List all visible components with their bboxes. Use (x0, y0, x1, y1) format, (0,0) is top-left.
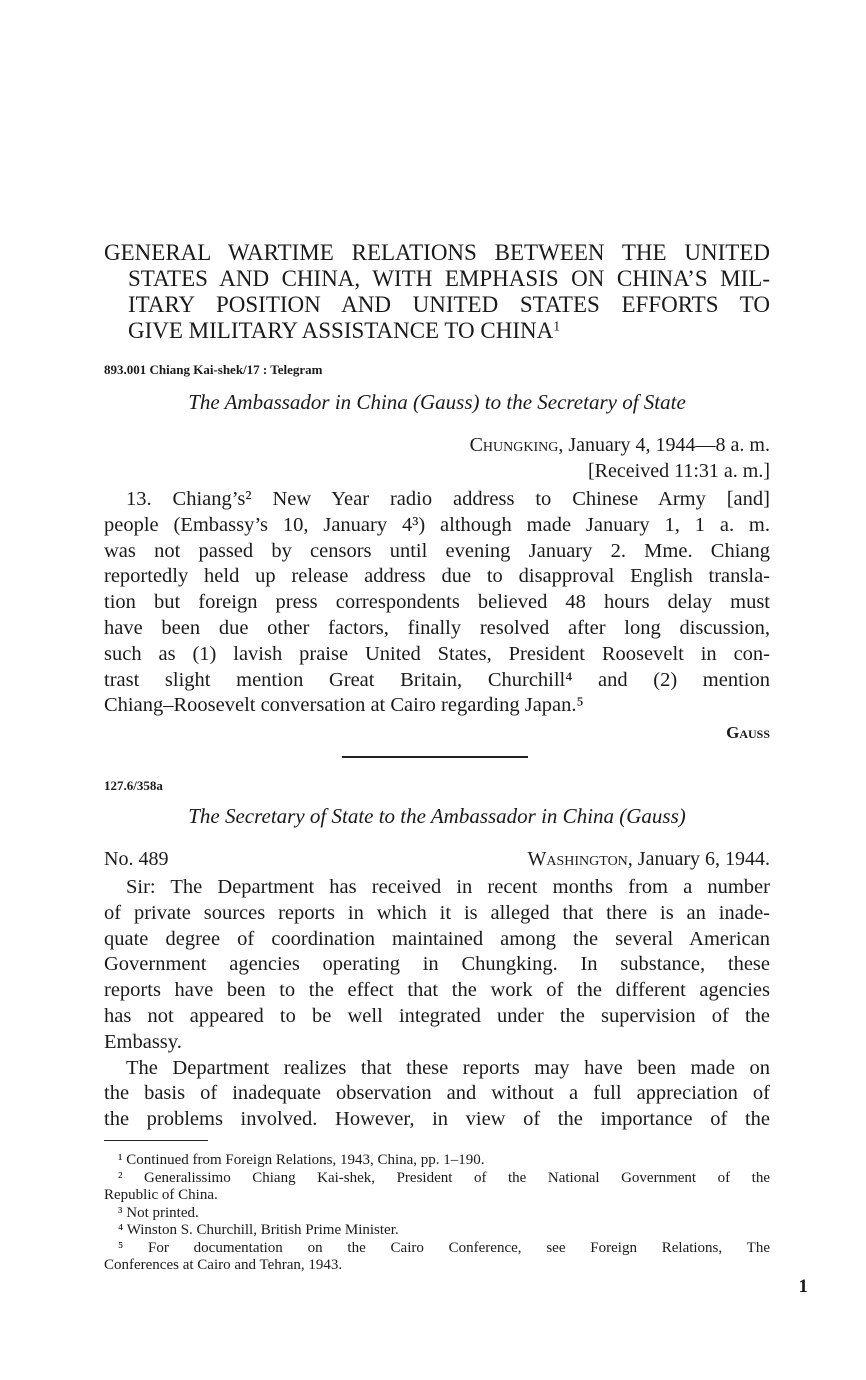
body-line: 13. Chiang’s² New Year radio address to Chinese Army [and] (126, 488, 770, 510)
footnote-marker: 1 (553, 318, 561, 334)
body-line: such as (1) lavish praise United States, President Roosevelt in con- (104, 642, 770, 665)
footnote: Conferences at Cairo and Tehran, 1943. (104, 1257, 343, 1273)
title-line: ITARY POSITION AND UNITED STATES EFFORTS TO (128, 292, 770, 317)
letter-body (104, 875, 770, 1133)
file-reference: 127.6/358a (104, 778, 163, 793)
section-title (104, 240, 770, 344)
body-line: have been due other factors, finally resolved after long discussion, (104, 616, 770, 639)
title-line-text: GIVE MILITARY ASSISTANCE TO CHINA (128, 318, 554, 343)
title-line: GENERAL WARTIME RELATIONS BETWEEN THE UNITED (104, 240, 770, 265)
body-line: reports have been to the effect that the work of the different agencies (104, 979, 770, 1002)
footnote: ³ Not printed. (118, 1204, 199, 1221)
body-line: Embassy. (104, 1030, 182, 1053)
file-reference: 893.001 Chiang Kai-shek/17 : Telegram (104, 362, 323, 377)
body-line: trast slight mention Great Britain, Churchill⁴ and (2) mention (104, 668, 770, 691)
body-line: Government agencies operating in Chungking. In substance, these (104, 953, 770, 976)
footnote: ² Generalissimo Chiang Kai-shek, President of the National Government of the (118, 1169, 770, 1186)
dateline-place: Washington (527, 848, 628, 870)
dateline-date: , January 4, 1944—8 a. m. (558, 434, 770, 456)
body-line: quate degree of coordination maintained among the several American (104, 927, 770, 950)
footnote: Republic of China. (104, 1187, 218, 1203)
page-number: 1 (798, 1276, 808, 1297)
signature: Gauss (726, 723, 770, 742)
received-line: [Received 11:31 a. m.] (588, 460, 770, 482)
telegram-body (104, 487, 770, 719)
dateline-place: Chungking (469, 434, 559, 456)
title-line: STATES AND CHINA, WITH EMPHASIS ON CHINA’S MIL- (128, 266, 770, 291)
footnote: ⁴ Winston S. Churchill, British Prime Minister. (118, 1222, 399, 1238)
body-line: reportedly held up release address due to disapproval English transla- (104, 565, 770, 588)
document-heading: The Ambassador in China (Gauss) to the Secretary of State (188, 390, 686, 414)
dateline (104, 846, 770, 872)
body-line: tion but foreign press correspondents believed 48 hours delay must (104, 591, 770, 614)
body-line: Sir: The Department has received in recent months from a number (126, 876, 770, 898)
body-line: the basis of inadequate observation and without a full appreciation of (104, 1082, 770, 1105)
document-number: No. 489 (104, 848, 169, 870)
footnote: ⁵ For documentation on the Cairo Conference, see Foreign Relations, The (118, 1239, 770, 1256)
body-line: The Department realizes that these reports may have been made on (126, 1056, 770, 1079)
footnotes (104, 1152, 770, 1275)
body-line: of private sources reports in which it is alleged that there is an inade- (104, 901, 770, 924)
footnote-rule (104, 1140, 208, 1141)
body-line: Chiang–Roosevelt conversation at Cairo regarding Japan.⁵ (104, 694, 584, 717)
body-line: has not appeared to be well integrated under the supervision of the (104, 1004, 770, 1027)
body-line: people (Embassy’s 10, January 4³) although made January 1, 1 a. m. (104, 513, 770, 536)
body-line: was not passed by censors until evening January 2. Mme. Chiang (104, 539, 770, 562)
document-heading: The Secretary of State to the Ambassador in China (Gauss) (188, 804, 686, 828)
dateline (104, 432, 770, 458)
section-divider (342, 756, 528, 758)
body-line: the problems involved. However, in view of the importance of the (104, 1108, 770, 1131)
footnote: ¹ Continued from Foreign Relations, 1943, China, pp. 1–190. (118, 1152, 485, 1168)
dateline-date: , January 6, 1944. (627, 848, 770, 870)
title-line (104, 318, 770, 344)
